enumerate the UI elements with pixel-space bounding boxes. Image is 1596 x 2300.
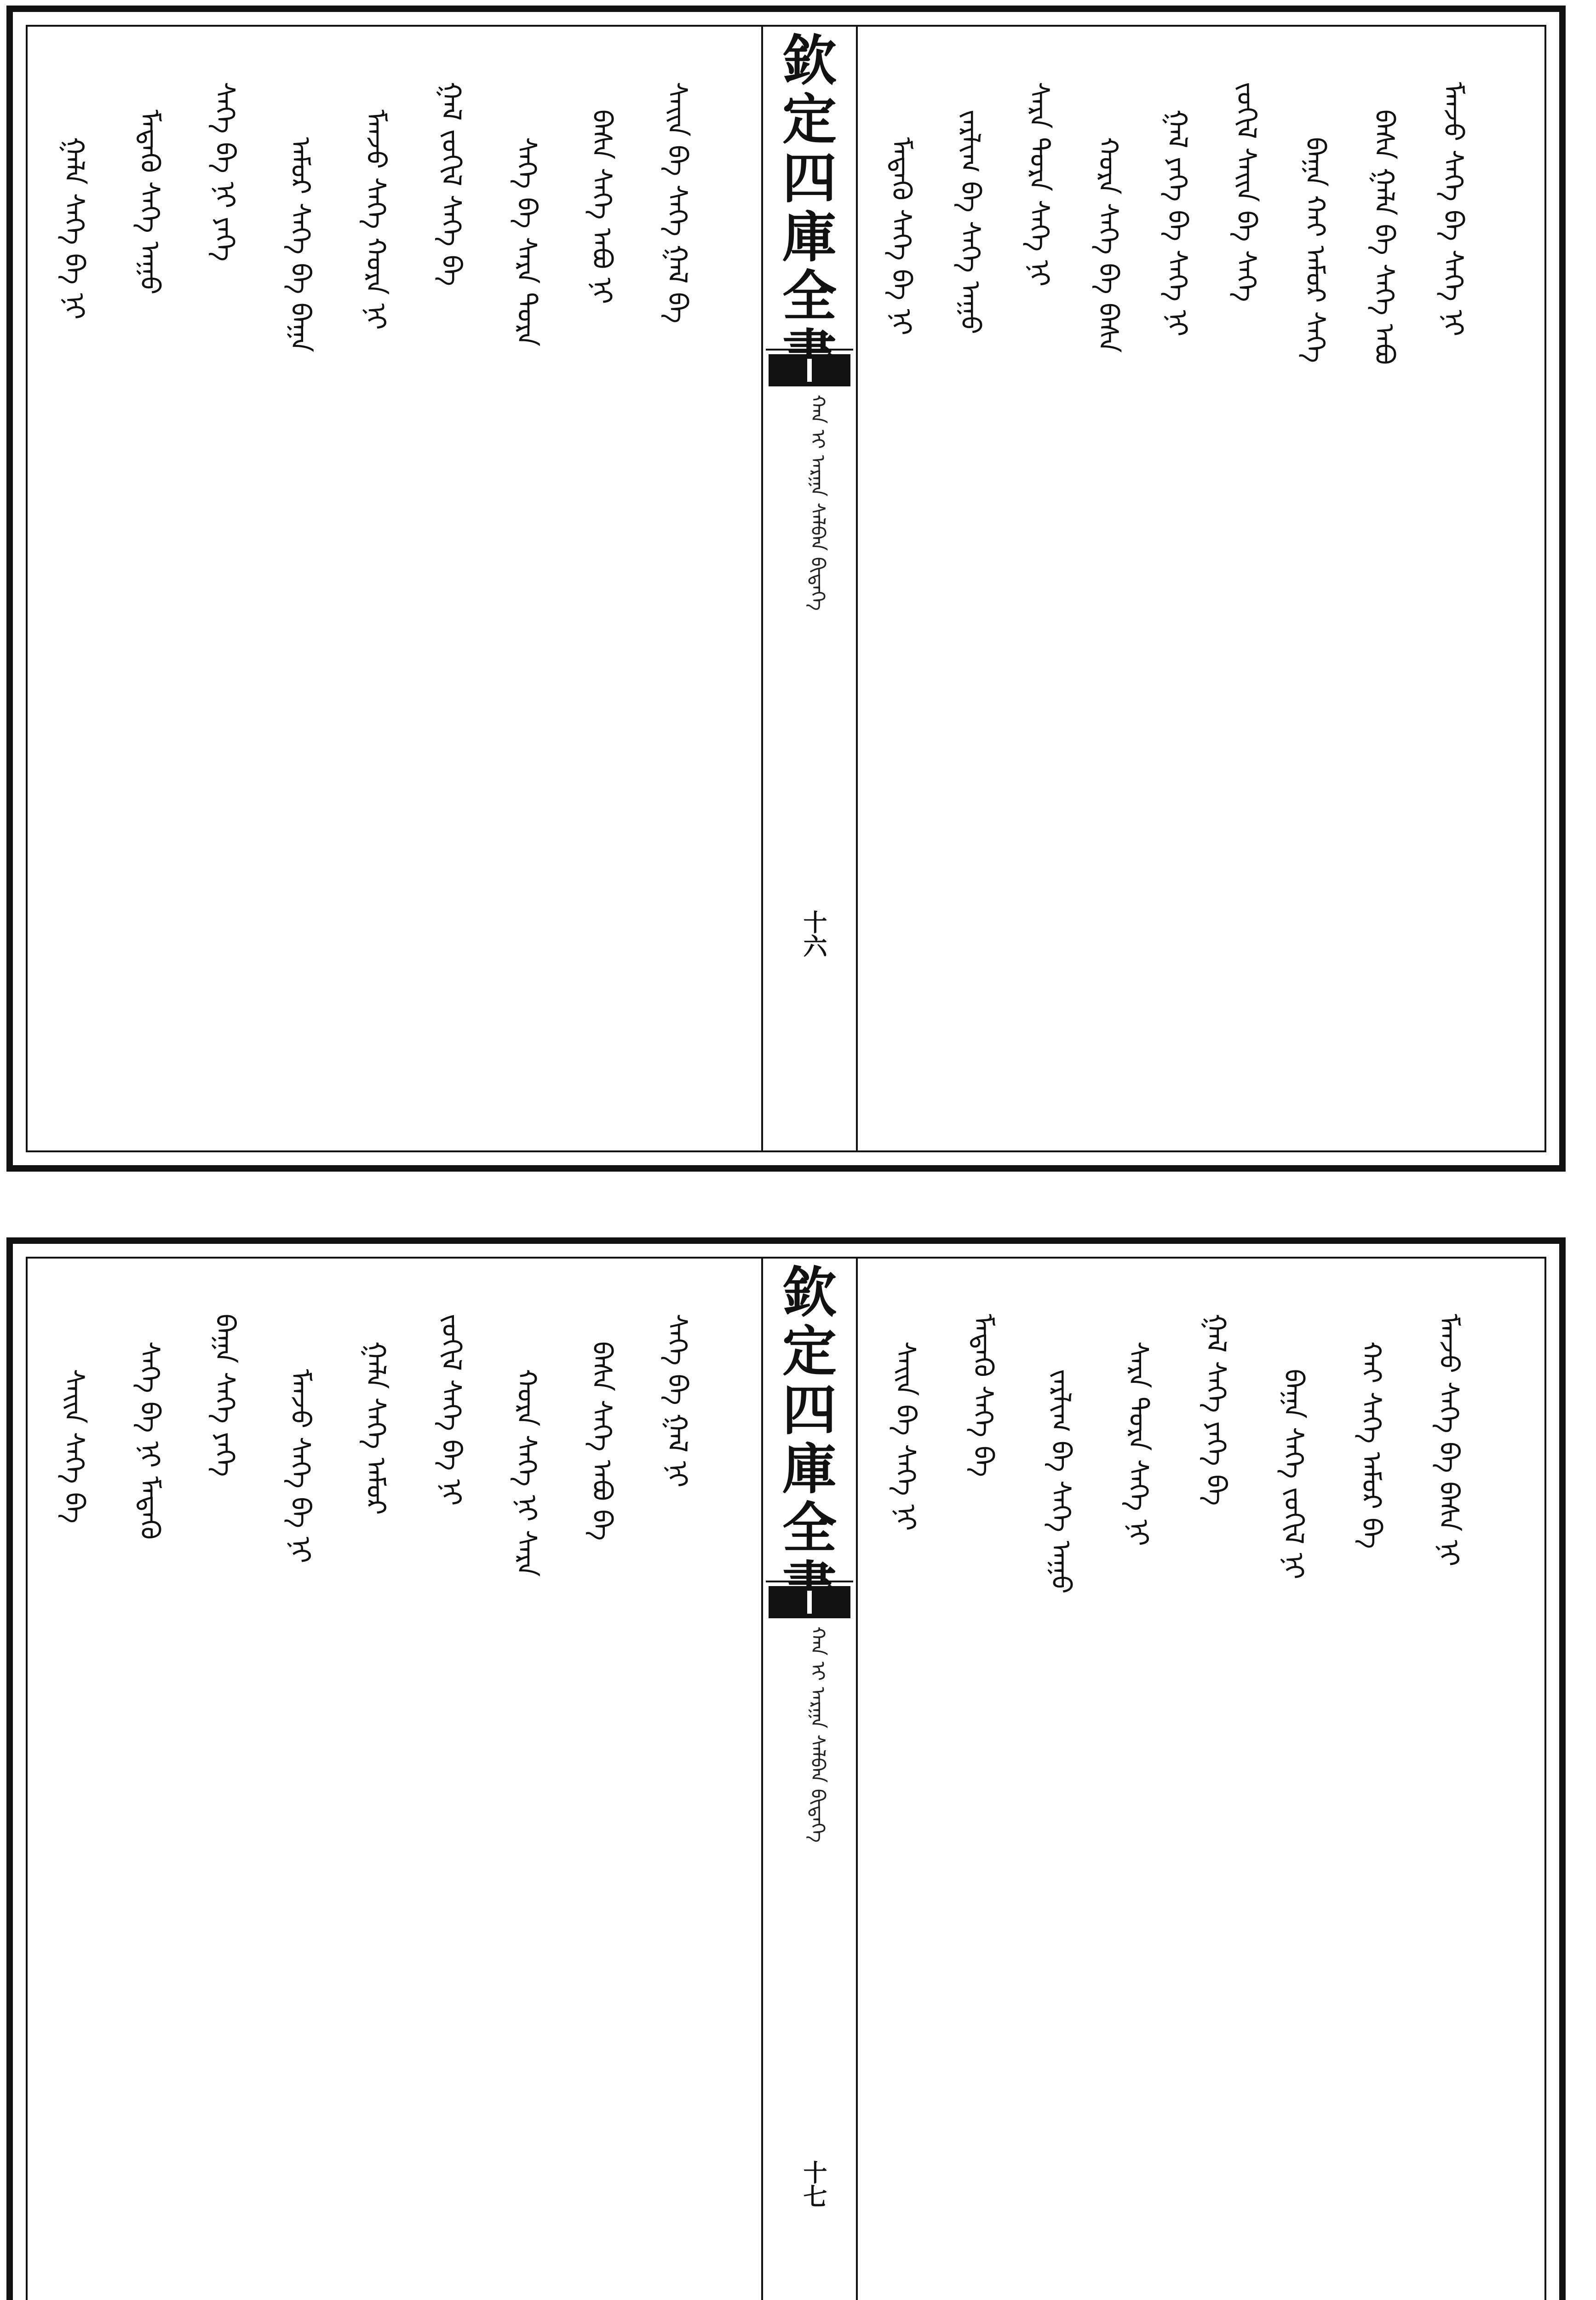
text-column: ᠪᠠᠭᠠ ᠬᠠᠢ ᠠᠮᠤᠷ ᠰᠡᠬᠡ bbox=[1300, 137, 1331, 363]
header-char: 庫 bbox=[782, 205, 837, 269]
header-char: 欽 bbox=[782, 1260, 837, 1324]
upper-center-gutter bbox=[761, 27, 858, 1150]
lower-right-text-block bbox=[858, 1259, 1544, 2300]
lower-left-text-block bbox=[28, 1259, 761, 2300]
text-column: ᠭᠠᠯᠠ ᠰᠡᠬᠡ ᠠᠮᠤᠷ bbox=[360, 1341, 392, 1515]
text-column: ᠪᠠᠭᠠ ᠰᠡᠬᠡ ᠵᠣᠬᠢᠯ ᠨᠢ bbox=[1278, 1369, 1310, 1580]
text-column: ᠭᠠᠯ ᠰᠡᠬᠡ ᠶᠡᠭᠡ ᠪᠡ bbox=[1200, 1314, 1232, 1506]
upper-left-text-block bbox=[28, 27, 761, 1150]
text-column: ᠰᠡᠬᠡ ᠪᠡ ᠭᠠᠯ ᠨᠢ bbox=[662, 1314, 694, 1488]
text-column: ᠵᠠᠷᠯᠢᠭ ᠪᠡ ᠰᠡᠬᠡ ᠠᠭᠤ bbox=[955, 109, 986, 334]
gutter-rule bbox=[761, 27, 763, 1150]
lower-page-frame bbox=[26, 1257, 1546, 2300]
header-char: 全 bbox=[782, 1496, 837, 1560]
text-column: ᠭᠠᠯ ᠶᠡᠭᠡ ᠪᠡ ᠰᠡᠬᠡ ᠨᠢ bbox=[1162, 109, 1193, 337]
upper-page-frame bbox=[26, 25, 1546, 1152]
text-column: ᠮᠠᠨᠵᠤ ᠰᠡᠬᠡ ᠪᠡ ᠰᠡᠬᠡ ᠨᠢ bbox=[1438, 82, 1469, 337]
text-column: ᠬᠤᠷᠠ ᠰᠡᠬᠡ ᠪᠡ ᠪᠠᠰᠠ bbox=[1093, 137, 1124, 353]
text-column: ᠮᠠᠨᠵᠤ ᠰᠡᠬᠡ ᠪᠡ ᠪᠠᠰᠠ ᠨᠢ bbox=[1433, 1314, 1465, 1567]
text-column: ᠮᠡᠳᠡᠬᠦ ᠰᠡᠬᠡ ᠪᠡ bbox=[968, 1314, 999, 1477]
header-char: 四 bbox=[782, 1378, 837, 1442]
header-char: 四 bbox=[782, 146, 837, 210]
text-column: ᠰᠠᠢᠨ ᠪᠡ ᠰᠡᠬᠡ ᠨᠢ bbox=[890, 1341, 922, 1531]
text-column: ᠮᠠᠨᠵᠤ ᠰᠡᠬᠡ ᠬᠤᠷᠠ ᠨᠢ bbox=[360, 109, 392, 330]
text-column: ᠭᠠᠯ ᠵᠣᠬᠢᠯ ᠰᠡᠬᠡ ᠪᠡ bbox=[436, 82, 467, 287]
lower-header-title bbox=[766, 1260, 853, 1582]
upper-header-title bbox=[766, 31, 853, 351]
lower-gutter-subtitle: ᠬᠠᠨ ᠢ ᠠᠷᠭᠠ ᠰᠠᠯᠪᠠᠨ ᠪᠢᠳᠡᠬᠡ bbox=[807, 1627, 829, 1843]
text-column: ᠪᠠᠰᠠ ᠭᠠᠯᠠ ᠪᠡ ᠰᠡᠬᠡ ᠠᠪᠤ bbox=[1369, 109, 1400, 365]
text-column: ᠮᠡᠳᠡᠬᠦ ᠰᠡᠬᠡ ᠪᠡ ᠨᠢ bbox=[886, 137, 917, 335]
fishtail-mark-icon bbox=[769, 1586, 850, 1618]
text-column: ᠭᠠᠯᠠ ᠰᠡᠬᠡ ᠪᠡ ᠨᠢ bbox=[58, 137, 90, 320]
text-column: ᠪᠠᠭᠠ ᠰᠡᠬᠡ ᠶᠡᠭᠡ bbox=[209, 1314, 241, 1477]
text-column: ᠰᠡᠬᠡ ᠪᠡ ᠨᠢ ᠶᠡᠭᠡ bbox=[209, 82, 241, 262]
text-column: ᠮᠠᠨᠵᠤ ᠰᠡᠬᠡ ᠪᠡ ᠨᠢ bbox=[285, 1369, 316, 1564]
fishtail-mark-icon bbox=[769, 354, 850, 386]
text-column: ᠪᠠᠰᠠ ᠰᠡᠬᠡ ᠠᠪᠤ ᠨᠢ bbox=[586, 109, 618, 304]
text-column: ᠠᠮᠤᠷ ᠰᠡᠬᠡ ᠪᠡ ᠪᠠᠭᠠ bbox=[285, 137, 316, 352]
upper-right-text-block bbox=[858, 27, 1544, 1150]
gutter-rule bbox=[761, 1259, 763, 2300]
lower-page-number: 十七 bbox=[799, 2160, 827, 2208]
upper-page-number: 十六 bbox=[799, 910, 827, 958]
text-column: ᠰᠡᠬᠡ ᠪᠡ ᠨᠢ ᠮᠡᠳᠡᠬᠦ bbox=[134, 1341, 166, 1540]
header-char: 全 bbox=[782, 264, 837, 328]
header-char: 定 bbox=[782, 1319, 837, 1383]
text-column: ᠮᠡᠳᠡᠬᠦ ᠰᠡᠬᠡ ᠠᠭᠤ bbox=[134, 109, 166, 295]
lower-book-page bbox=[6, 1237, 1566, 2300]
text-column: ᠬᠠᠢ ᠰᠡᠬᠡ ᠠᠮᠤᠷ ᠪᠡ bbox=[1355, 1341, 1387, 1549]
text-column: ᠵᠣᠬᠢᠯ ᠰᠠᠢᠨ ᠪᠡ ᠰᠡᠬᠡ bbox=[1231, 82, 1262, 302]
upper-book-page bbox=[6, 6, 1566, 1172]
text-column: ᠰᠠᠢᠨ ᠰᠡᠬᠡ ᠪᠡ bbox=[58, 1369, 90, 1524]
text-column: ᠰᠠᠢᠨ ᠪᠡ ᠰᠡᠬᠡ ᠭᠠᠯ ᠪᠠ bbox=[662, 82, 694, 323]
text-column: ᠪᠠᠰᠠ ᠰᠡᠬᠡ ᠠᠪᠤ ᠪᠡ bbox=[586, 1341, 618, 1541]
text-column: ᠰᠠᠷᠠ ᠳᠤᠷᠠ ᠰᠡᠬᠡ ᠨᠢ bbox=[1123, 1341, 1154, 1546]
text-column: ᠵᠣᠬᠢᠯ ᠰᠡᠬᠡ ᠪᠡ ᠨᠢ bbox=[436, 1314, 467, 1506]
text-column: ᠵᠠᠷᠯᠢᠭ ᠪᠡ ᠰᠡᠬᠡ ᠠᠭᠤ bbox=[1045, 1369, 1077, 1594]
text-column: ᠰᠡᠬᠡ ᠪᠡ ᠰᠠᠷᠠ ᠳᠤᠷᠠ bbox=[511, 137, 543, 347]
text-column: ᠰᠠᠷᠠ ᠳᠤᠷᠠ ᠰᠡᠬᠡ ᠨᠢ bbox=[1024, 82, 1055, 287]
text-column: ᠬᠤᠷᠠ ᠰᠡᠬᠡ ᠨᠢ ᠰᠠᠷᠠ bbox=[511, 1369, 543, 1577]
header-char: 庫 bbox=[782, 1437, 837, 1501]
lower-center-gutter bbox=[761, 1259, 858, 2300]
upper-gutter-subtitle: ᠬᠠᠨ ᠢ ᠠᠷᠭᠠ ᠰᠠᠯᠪᠠᠨ ᠪᠢᠳᠡᠬᠡ bbox=[807, 395, 829, 611]
header-char: 定 bbox=[782, 87, 837, 151]
header-char: 欽 bbox=[782, 29, 837, 92]
